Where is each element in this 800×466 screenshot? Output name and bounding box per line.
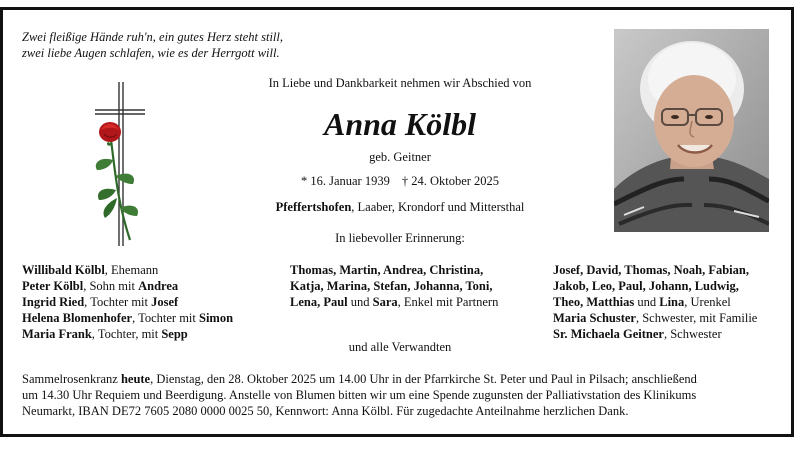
mourner-name: Sr. Michaela Geitner [553, 327, 664, 341]
mourner-line [553, 294, 757, 310]
poem [22, 29, 283, 61]
poem-line: Zwei fleißige Hände ruh'n, ein gutes Herz steht still, [22, 30, 283, 44]
mourner-relation: , Ehemann [104, 263, 159, 277]
mourner-name: Thomas, Martin, Andrea, Christina, [290, 263, 484, 277]
mourner-line [553, 262, 757, 278]
life-dates [200, 174, 600, 189]
mourner-relation: , Urenkel [684, 295, 731, 309]
mourner-name: Lina [659, 295, 685, 309]
mourner-name: Willibald Kölbl [22, 263, 105, 277]
mourner-relation: , Tochter mit [132, 311, 199, 325]
place-main: Pfeffertshofen [275, 200, 352, 214]
service-notice [22, 371, 782, 419]
mourner-name: Sara [372, 295, 398, 309]
mourner-line [290, 294, 498, 310]
notice-today: heute [120, 372, 151, 386]
mourner-line [22, 278, 233, 294]
mourner-name: Jakob, Leo, Paul, Johann, Ludwig, [553, 279, 739, 293]
mourner-relation: , Enkel mit Partnern [397, 295, 499, 309]
cross-with-rose-icon [75, 80, 155, 250]
born-name: geb. Geitner [369, 150, 431, 164]
mourner-relation: , Sohn mit [83, 279, 139, 293]
place-rest: , Laaber, Krondorf und Mittersthal [351, 200, 525, 214]
mourner-line [22, 294, 233, 310]
portrait-photo [614, 29, 769, 232]
mourners-column-family [22, 262, 233, 342]
mourner-line [22, 262, 233, 278]
mourner-name: Helena Blomenhofer [22, 311, 133, 325]
death-date: † 24. Oktober 2025 [401, 174, 500, 188]
mourner-relation: , Tochter, mit [91, 327, 162, 341]
mourners-column-great-grandchildren [553, 262, 757, 342]
mourner-name: Simon [199, 311, 234, 325]
intro-text: In Liebe und Dankbarkeit nehmen wir Abschied von [268, 76, 532, 90]
mourner-line [553, 278, 757, 294]
deceased-name: Anna Kölbl [323, 106, 477, 142]
mourner-name: Josef [151, 295, 179, 309]
places [200, 200, 600, 215]
poem-line: zwei liebe Augen schlafen, wie es der Herrgott will. [22, 46, 280, 60]
mourner-relation: und [347, 295, 373, 309]
notice-line: um 14.30 Uhr Requiem und Beerdigung. Anstelle von Blumen bitten wir um eine Spende zugunsten der Palliativstation des Klinikums [22, 388, 697, 402]
mourner-name: Maria Schuster [553, 311, 636, 325]
mourner-relation: , Schwester, mit Familie [635, 311, 758, 325]
mourner-name: Theo, Matthias [553, 295, 635, 309]
mourner-name: Katja, Marina, Stefan, Johanna, Toni, [290, 279, 493, 293]
mourner-name: Josef, David, Thomas, Noah, Fabian, [553, 263, 749, 277]
mourner-line [553, 310, 757, 326]
notice-line [22, 371, 782, 387]
mourner-relation: und [634, 295, 660, 309]
mourner-line [22, 310, 233, 326]
memory-heading: In liebevoller Erinnerung: [335, 231, 465, 245]
mourner-relation: , Tochter mit [84, 295, 152, 309]
relatives-text: und alle Verwandten [348, 340, 452, 354]
mourners-column-grandchildren [290, 262, 498, 310]
mourner-line [290, 262, 498, 278]
mourner-name: Sepp [161, 327, 188, 341]
mourner-name: Ingrid Ried [22, 295, 85, 309]
notice-text: , Dienstag, den 28. Oktober 2025 um 14.00 Uhr in der Pfarrkirche St. Peter und Paul in Pilsach; anschließend [150, 372, 697, 386]
birth-date: * 16. Januar 1939 [300, 174, 390, 188]
notice-line: Neumarkt, IBAN DE72 7605 2080 0000 0025 50, Kennwort: Anna Kölbl. Für zugedachte Anteilnahme herzlichen Dank. [22, 404, 629, 418]
notice-text: Sammelrosenkranz [22, 372, 121, 386]
mourner-relation: , Schwester [663, 327, 722, 341]
mourner-name: Andrea [138, 279, 179, 293]
mourner-name: Peter Kölbl [22, 279, 84, 293]
mourner-line [290, 278, 498, 294]
mourner-name: Maria Frank [22, 327, 92, 341]
mourner-name: Lena, Paul [290, 295, 348, 309]
